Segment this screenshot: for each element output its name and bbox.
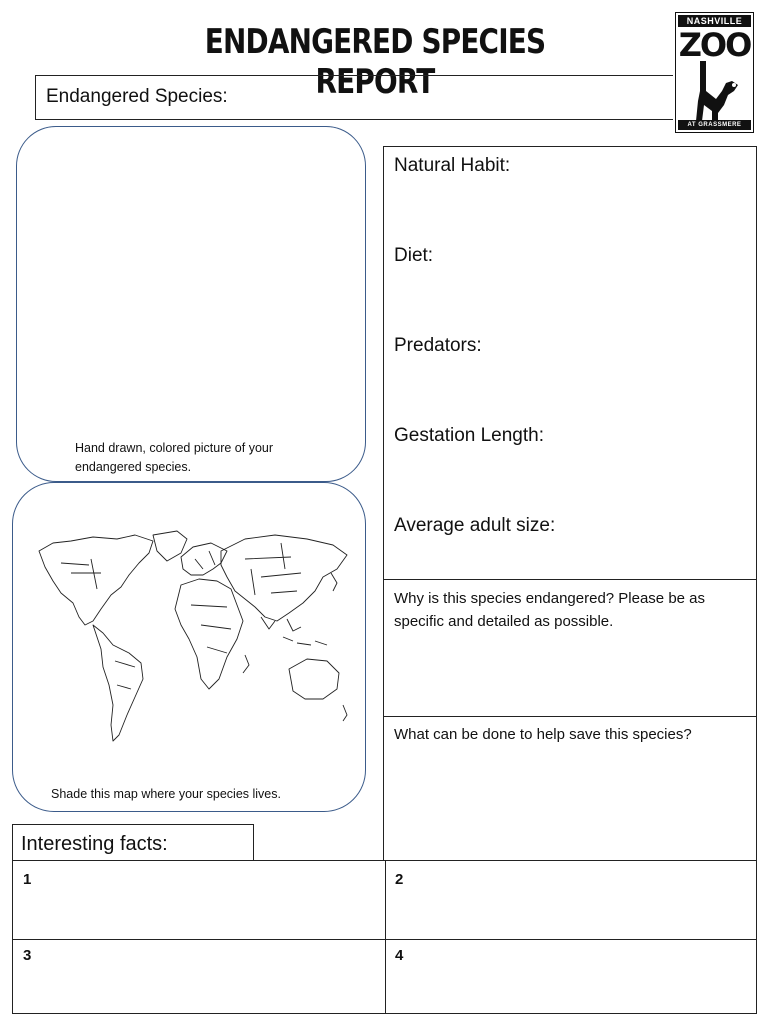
giraffe-icon (682, 61, 748, 121)
zoo-logo (675, 12, 754, 133)
fact-number-2: 2 (395, 871, 404, 888)
gestation-length-label: Gestation Length: (394, 425, 544, 446)
natural-habit-label: Natural Habit: (394, 155, 511, 176)
fact-number-1: 1 (23, 871, 32, 888)
drawing-caption: Hand drawn, colored picture of your endangered species. (75, 441, 274, 474)
species-details-panel (383, 146, 757, 861)
map-caption: Shade this map where your species lives. (51, 787, 281, 801)
drawing-area[interactable] (16, 126, 366, 482)
fact-number-3: 3 (23, 947, 32, 964)
divider (384, 716, 756, 717)
species-label: Endangered Species: (46, 86, 228, 107)
species-name-field[interactable] (35, 75, 673, 120)
logo-main-text: ZOO (678, 26, 751, 64)
diet-label: Diet: (394, 245, 434, 266)
world-map-icon (31, 529, 351, 751)
grid-divider (385, 861, 386, 1013)
why-endangered-question: Why is this species endangered? Please be as specific and detailed as possible. (394, 590, 706, 630)
world-map-area[interactable] (12, 482, 366, 812)
logo-top-text: NASHVILLE (678, 15, 751, 27)
divider (384, 579, 756, 580)
average-adult-size-label: Average adult size: (394, 515, 556, 536)
page-title: ENDANGERED SPECIES REPORT (204, 22, 546, 102)
facts-grid (12, 860, 757, 1014)
help-save-question: What can be done to help save this species? (394, 726, 692, 743)
logo-bottom-text: AT GRASSMERE (678, 120, 751, 130)
predators-label: Predators: (394, 335, 482, 356)
fact-number-4: 4 (395, 947, 404, 964)
grid-divider (13, 939, 756, 940)
interesting-facts-label: Interesting facts: (21, 833, 168, 855)
interesting-facts-header (12, 824, 254, 861)
